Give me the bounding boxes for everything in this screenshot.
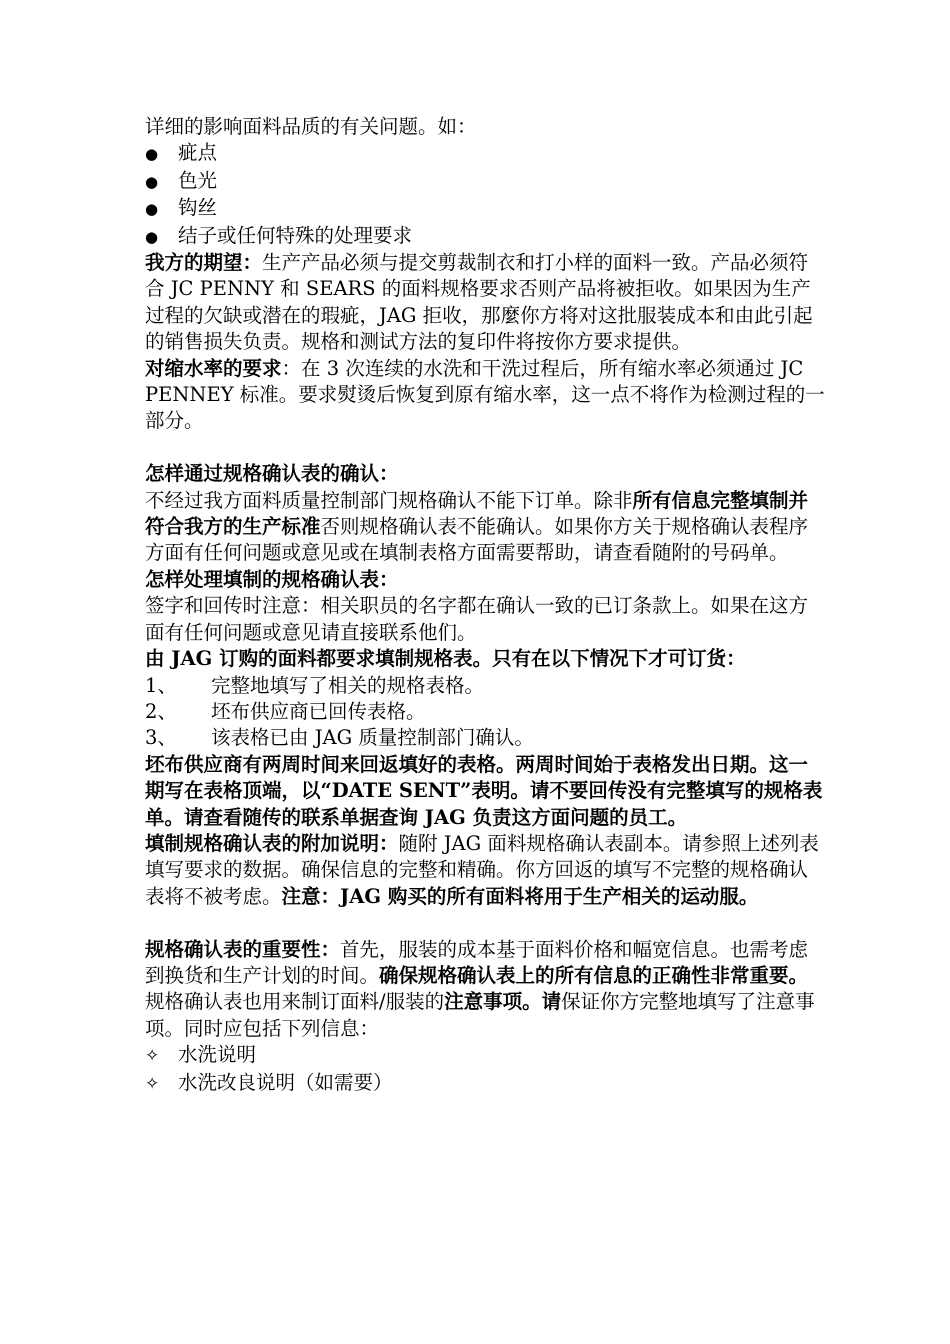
bullet-icon: ● [145, 145, 159, 164]
document-page [145, 114, 825, 1097]
deadline-paragraph: 坯布供应商有两周时间来回返填好的表格。两周时间始于表格发出日期。这一期写在表格顶端，以“DATE SENT”表明。请不要回传没有完整填写的规格表单。请查看随传的联系单据查询 JAG 负责这方面问题的员工。 [145, 752, 823, 829]
care-paragraph: 规格确认表也用来制订面料/服装的注意事项。请保证你方完整地填写了注意事项。同时应包括下列信息： [145, 990, 815, 1040]
ordering-list-item: 1、 完整地填写了相关的规格表格。 [145, 673, 485, 697]
expectation-label: 我方的期望： [145, 251, 263, 275]
care-list-item: ✧ 水洗改良说明（如需要） [145, 1070, 825, 1097]
diamond-bullet-icon: ✧ [145, 1073, 160, 1094]
approval-paragraph: 不经过我方面料质量控制部门规格确认不能下订单。除非所有信息完整填制并符合我方的生产标准否则规格确认表不能确认。如果你方关于规格确认表程序方面有任何问题或意见或在填制表格方面需要帮助，请查看随附的号码单。 [145, 488, 809, 565]
ordering-list-item: 2、 坯布供应商已回传表格。 [145, 699, 426, 723]
expectation-paragraph: 我方的期望：生产产品必须与提交剪裁制衣和打小样的面料一致。产品必须符合 JC PENNY 和 SEARS 的面料规格要求否则产品将被拒收。如果因为生产过程的欠缺或潜在的瑕疵，JAG 拒收，那麼你方将对这批服装成本和由此引起的销售损失负责。规格和测试方法的复印件将按你方要求提供。 [145, 251, 813, 354]
defect-list-item: ● 结子或任何特殊的处理要求 [145, 223, 825, 250]
approval-heading: 怎样通过规格确认表的确认： [145, 462, 399, 486]
additional-paragraph: 填制规格确认表的附加说明：随附 JAG 面料规格确认表副本。请参照上述列表填写要求的数据。确保信息的完整和精确。你方回返的填写不完整的规格确认表将不被考虑。注意：JAG 购买的所有面料将用于生产相关的运动服。 [145, 831, 819, 908]
bullet-icon: ● [145, 227, 159, 246]
bullet-icon: ● [145, 200, 159, 219]
defect-list-item: ● 色光 [145, 168, 825, 195]
handling-heading: 怎样处理填制的规格确认表： [145, 567, 399, 591]
care-list-item: ✧ 水洗说明 [145, 1042, 825, 1069]
intro-line: 详细的影响面料品质的有关问题。如： [145, 115, 477, 138]
ordering-heading: 由 JAG 订购的面料都要求填制规格表。只有在以下情况下才可订货： [145, 647, 746, 671]
defect-list-item: ● 疵点 [145, 140, 825, 167]
handling-paragraph: 签字和回传时注意：相关职员的名字都在确认一致的已订条款上。如果在这方面有任何问题或意见请直接联系他们。 [145, 594, 809, 644]
importance-paragraph: 规格确认表的重要性：首先，服装的成本基于面料价格和幅宽信息。也需考虑到换货和生产计划的时间。确保规格确认表上的所有信息的正确性非常重要。 [145, 937, 809, 987]
additional-label: 填制规格确认表的附加说明： [145, 831, 399, 855]
shrinkage-paragraph: 对缩水率的要求：在 3 次连续的水洗和干洗过程后，所有缩水率必须通过 JC PENNEY 标准。要求熨烫后恢复到原有缩水率，这一点不将作为检测过程的一部分。 [145, 356, 825, 433]
diamond-bullet-icon: ✧ [145, 1046, 160, 1067]
defect-list-item: ● 钩丝 [145, 195, 825, 222]
bullet-icon: ● [145, 172, 159, 191]
importance-label: 规格确认表的重要性： [145, 937, 341, 961]
ordering-list-item: 3、 该表格已由 JAG 质量控制部门确认。 [145, 726, 534, 750]
shrinkage-label: 对缩水率的要求 [145, 356, 282, 380]
